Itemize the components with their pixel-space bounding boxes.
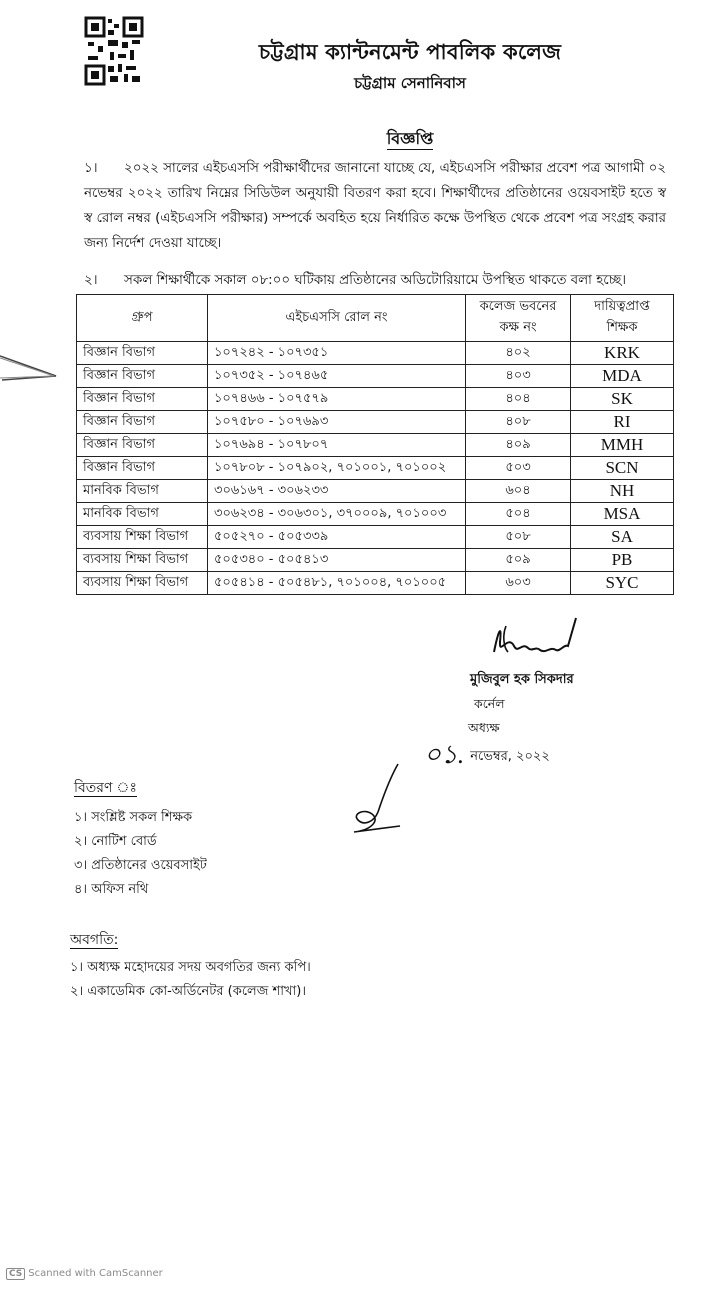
cell-group: ব্যবসায় শিক্ষা বিভাগ	[77, 549, 208, 572]
cell-roll: ১০৭২৪২ - ১০৭৩৫১	[208, 342, 466, 365]
table-row	[77, 365, 674, 388]
acknowledgement-list	[70, 956, 311, 1004]
cell-roll: ৩০৬২৩৪ - ৩০৬৩০১, ৩৭০০০৯, ৭০১০০৩	[208, 503, 466, 526]
distribution-title: বিতরণ ঃ	[74, 780, 137, 796]
cell-teacher: SA	[571, 526, 674, 549]
header-roll: এইচএসসি রোল নং	[208, 295, 466, 342]
cell-room: ৪০৯	[466, 434, 571, 457]
principal-signature	[488, 612, 588, 664]
cell-group: মানবিক বিভাগ	[77, 480, 208, 503]
cell-room: ৪০৮	[466, 411, 571, 434]
cell-group: মানবিক বিভাগ	[77, 503, 208, 526]
camscanner-logo-icon: CS	[6, 1268, 25, 1280]
cell-group: বিজ্ঞান বিভাগ	[77, 457, 208, 480]
cell-teacher: NH	[571, 480, 674, 503]
cell-group: বিজ্ঞান বিভাগ	[77, 388, 208, 411]
list-item: ৪। অফিস নথি	[74, 882, 149, 897]
list-item: ২। একাডেমিক কো-অর্ডিনেটর (কলেজ শাখা)।	[70, 984, 306, 999]
cell-group: বিজ্ঞান বিভাগ	[77, 434, 208, 457]
cell-room: ৪০৩	[466, 365, 571, 388]
initial-scribble	[350, 760, 410, 836]
cell-group: ব্যবসায় শিক্ষা বিভাগ	[77, 572, 208, 595]
cell-roll: ৫০৫৪১৪ - ৫০৫৪৮১, ৭০১০০৪, ৭০১০০৫	[208, 572, 466, 595]
table-row	[77, 572, 674, 595]
cell-teacher: MMH	[571, 434, 674, 457]
cell-roll: ৫০৫২৭০ - ৫০৫৩৩৯	[208, 526, 466, 549]
paper-clip-icon	[0, 350, 60, 390]
notice-title: বিজ্ঞপ্তি	[386, 129, 434, 148]
institution-location: চট্টগ্রাম সেনানিবাস	[354, 74, 466, 92]
header-room-line2: কক্ষ নং	[499, 320, 537, 335]
header-group: গ্রুপ	[77, 295, 208, 342]
qr-code-icon	[84, 16, 144, 86]
list-item: ২। নোটিশ বোর্ড	[74, 834, 157, 849]
cell-roll: ১০৭৬৯৪ - ১০৭৮০৭	[208, 434, 466, 457]
notice-date	[424, 734, 550, 778]
table-row	[77, 480, 674, 503]
cell-room: ৪০৪	[466, 388, 571, 411]
notice-point-2	[84, 270, 674, 292]
cell-roll: ১০৭৮০৮ - ১০৭৯০২, ৭০১০০১, ৭০১০০২	[208, 457, 466, 480]
signatory-name: মুজিবুল হক সিকদার	[470, 672, 574, 687]
table-row	[77, 526, 674, 549]
point-2-number: ২।	[84, 273, 98, 288]
cell-teacher: KRK	[571, 342, 674, 365]
cell-room: ৫০৪	[466, 503, 571, 526]
cell-teacher: RI	[571, 411, 674, 434]
cell-teacher: SYC	[571, 572, 674, 595]
date-month-year: নভেম্বর, ২০২২	[470, 749, 550, 764]
distribution-heading	[74, 776, 137, 800]
cell-group: বিজ্ঞান বিভাগ	[77, 365, 208, 388]
notice-heading	[150, 126, 670, 153]
cell-room: ৫০৩	[466, 457, 571, 480]
point-1-number: ১।	[84, 161, 98, 176]
list-item: ১। সংশ্লিষ্ট সকল শিক্ষক	[74, 810, 193, 825]
scanner-watermark	[6, 1268, 163, 1280]
cell-room: ৬০৪	[466, 480, 571, 503]
list-item: ১। অধ্যক্ষ মহোদয়ের সদয় অবগতির জন্য কপি।	[70, 960, 311, 975]
cell-group: বিজ্ঞান বিভাগ	[77, 411, 208, 434]
cell-teacher: MDA	[571, 365, 674, 388]
table-header-row	[77, 295, 674, 342]
cell-roll: ১০৭৪৬৬ - ১০৭৫৭৯	[208, 388, 466, 411]
header-room-line1: কলেজ ভবনের	[479, 299, 557, 314]
point-2-text: সকল শিক্ষার্থীকে সকাল ০৮:০০ ঘটিকায় প্রতিষ্ঠানের অডিটোরিয়ামে উপস্থিত থাকতে বলা হচ্ছে।	[124, 273, 627, 288]
cell-roll: ৫০৫৩৪০ - ৫০৫৪১৩	[208, 549, 466, 572]
cell-room: ৫০৮	[466, 526, 571, 549]
table-row	[77, 549, 674, 572]
cell-group: বিজ্ঞান বিভাগ	[77, 342, 208, 365]
cell-teacher: SCN	[571, 457, 674, 480]
header-room	[466, 295, 571, 342]
table-row	[77, 342, 674, 365]
acknowledgement-heading	[70, 928, 118, 952]
table-row	[77, 457, 674, 480]
cell-room: ৬০৩	[466, 572, 571, 595]
cell-roll: ১০৭৩৫২ - ১০৭৪৬৫	[208, 365, 466, 388]
cell-teacher: SK	[571, 388, 674, 411]
point-1-text: ২০২২ সালের এইচএসসি পরীক্ষার্থীদের জানানো যাচ্ছে যে, এইচএসসি পরীক্ষার প্রবেশ পত্র আগামী ০২ নভেম্বর ২০২২ তারিখ নিম্নের সিডিউল অনুযায়ী বিতরণ করা হবে। শিক্ষার্থীদের প্রতিষ্ঠানের ওয়েবসাইট হতে স্ব স্ব রোল নম্বর (এইচএসসি পরীক্ষার) সম্পর্কে অবহিত হয়ে নির্ধারিত কক্ষে উপস্থিত থেকে প্রবেশ পত্র সংগ্রহ করার জন্য নির্দেশ দেওয়া যাচ্ছে।	[84, 161, 666, 251]
cell-teacher: MSA	[571, 503, 674, 526]
institution-name: চট্টগ্রাম ক্যান্টনমেন্ট পাবলিক কলেজ	[258, 40, 562, 64]
watermark-text: Scanned with CamScanner	[28, 1268, 163, 1279]
cell-group: ব্যবসায় শিক্ষা বিভাগ	[77, 526, 208, 549]
table-row	[77, 388, 674, 411]
notice-point-1	[84, 156, 666, 256]
acknowledgement-title: অবগতি:	[70, 932, 119, 948]
list-item: ৩। প্রতিষ্ঠানের ওয়েবসাইট	[74, 858, 207, 873]
table-row	[77, 411, 674, 434]
cell-teacher: PB	[571, 549, 674, 572]
cell-room: ৪০২	[466, 342, 571, 365]
table-row	[77, 434, 674, 457]
signatory-rank: কর্নেল	[474, 696, 505, 711]
distribution-list	[74, 806, 207, 902]
signatory-post: অধ্যক্ষ	[468, 720, 500, 735]
table-row	[77, 503, 674, 526]
cell-room: ৫০৯	[466, 549, 571, 572]
header-teacher: দায়িত্বপ্রাপ্ত শিক্ষক	[571, 295, 674, 342]
cell-roll: ৩০৬১৬৭ - ৩০৬২৩৩	[208, 480, 466, 503]
date-day: ০১.	[424, 740, 465, 769]
distribution-schedule-table	[76, 294, 674, 595]
cell-roll: ১০৭৫৮০ - ১০৭৬৯৩	[208, 411, 466, 434]
